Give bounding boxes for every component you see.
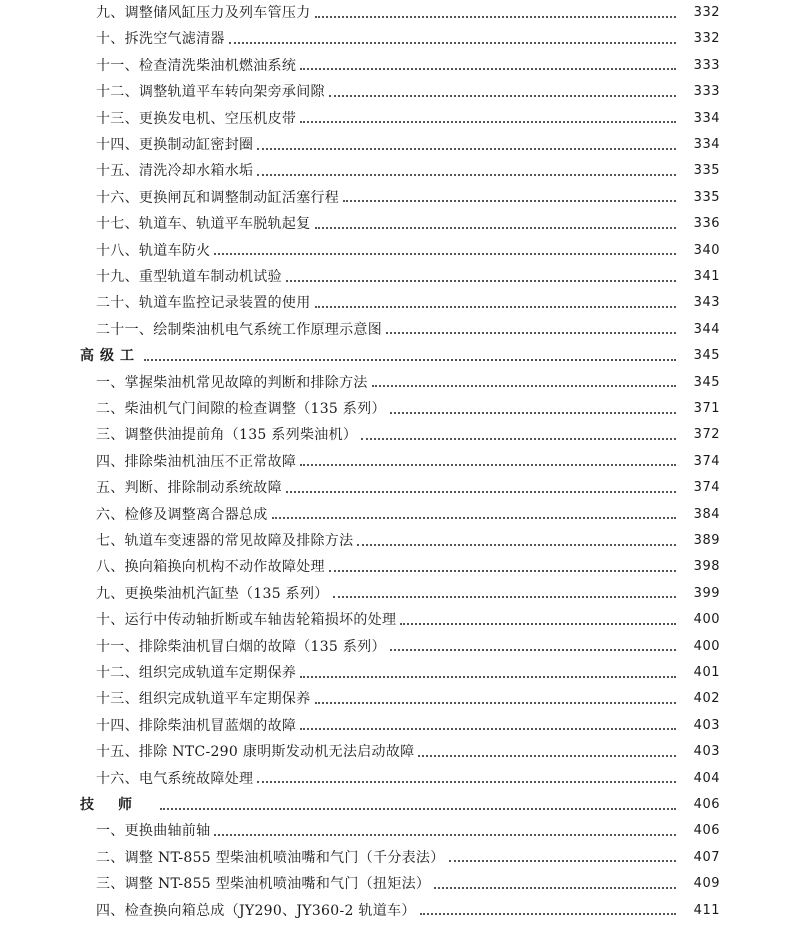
toc-entry-row[interactable]	[0, 739, 800, 765]
toc-entry-title: 十六、更换闸瓦和调整制动缸活塞行程	[96, 189, 340, 206]
dot-leader	[286, 279, 676, 282]
toc-entry-title: 四、排除柴油机油压不正常故障	[96, 453, 297, 470]
toc-page-number: 400	[693, 612, 720, 628]
toc-page-number: 411	[693, 902, 720, 918]
dot-leader	[160, 807, 676, 810]
dot-leader	[214, 252, 676, 255]
dot-leader	[300, 463, 676, 466]
toc-entry-row[interactable]	[0, 317, 800, 343]
dot-leader	[315, 15, 677, 18]
toc-entry-title: 十五、排除 NTC-290 康明斯发动机无法启动故障	[96, 744, 415, 761]
toc-entry-row[interactable]	[0, 396, 800, 422]
dot-leader	[449, 859, 676, 862]
dot-leader	[333, 595, 676, 598]
toc-page-number: 400	[693, 638, 720, 654]
toc-page-number: 407	[693, 849, 720, 865]
toc-entry-title: 十八、轨道车防火	[96, 242, 211, 259]
toc-page-number: 332	[693, 5, 720, 20]
toc-page-number: 406	[693, 797, 720, 812]
toc-page-number: 343	[693, 295, 720, 311]
toc-entry-title: 九、更换柴油机汽缸垫（135 系列）	[96, 585, 329, 602]
toc-entry-title: 七、轨道车变速器的常见故障及排除方法	[96, 533, 354, 549]
dot-leader	[329, 569, 676, 572]
toc-entry-row[interactable]	[0, 766, 800, 792]
toc-entry-row[interactable]	[0, 871, 800, 897]
toc-page-number: 401	[693, 665, 720, 680]
toc-entry-row[interactable]	[0, 713, 800, 739]
toc-entry-row[interactable]	[0, 26, 800, 52]
toc-entry-title: 十、拆洗空气滤清器	[96, 31, 225, 48]
toc-entry-row[interactable]	[0, 898, 800, 924]
toc-entry-title: 十六、电气系统故障处理	[96, 770, 254, 787]
dot-leader	[315, 305, 677, 308]
toc-entry-title: 十二、组织完成轨道车定期保养	[96, 665, 297, 681]
toc-entry-title: 四、检查换向箱总成（JY290、JY360-2 轨道车）	[96, 902, 416, 919]
toc-entry-row[interactable]	[0, 528, 800, 554]
toc-entry-row[interactable]	[0, 449, 800, 475]
toc-page-number: 371	[693, 401, 720, 416]
toc-entry-row[interactable]	[0, 502, 800, 528]
toc-page-number: 374	[693, 453, 720, 469]
toc-page-number: 384	[693, 506, 720, 522]
toc-entry-title: 十四、排除柴油机冒蓝烟的故障	[96, 717, 297, 734]
toc-entry-title: 一、更换曲轴前轴	[96, 823, 211, 840]
dot-leader	[390, 648, 676, 651]
toc-page-number: 336	[693, 216, 720, 232]
toc-entry-title: 二十一、绘制柴油机电气系统工作原理示意图	[96, 321, 382, 338]
dot-leader	[286, 490, 676, 493]
dot-leader	[420, 912, 676, 915]
toc-entry-row[interactable]	[0, 607, 800, 633]
dot-leader	[214, 833, 676, 836]
toc-entry-title: 十三、更换发电机、空压机皮带	[96, 110, 297, 127]
dot-leader	[257, 173, 676, 176]
dot-leader	[418, 754, 676, 757]
toc-entry-row[interactable]	[0, 818, 800, 844]
toc-entry-row[interactable]	[0, 53, 800, 79]
toc-entry-title: 十、运行中传动轴折断或车轴齿轮箱损坏的处理	[96, 612, 397, 629]
toc-entry-title: 二、调整 NT-855 型柴油机喷油嘴和气门（千分表法）	[96, 849, 445, 866]
toc-page-number: 341	[693, 269, 720, 284]
dot-leader	[300, 675, 676, 678]
dot-leader	[300, 727, 676, 730]
toc-entry-title: 十五、清洗冷却水箱水垢	[96, 163, 254, 180]
toc-page-number: 409	[693, 876, 720, 892]
toc-entry-title: 六、检修及调整离合器总成	[96, 506, 268, 523]
toc-entry-row[interactable]	[0, 211, 800, 237]
toc-page-number: 335	[693, 189, 720, 205]
toc-entry-title: 二、柴油机气门间隙的检查调整（135 系列）	[96, 401, 386, 417]
toc-section-row[interactable]	[0, 792, 800, 818]
dot-leader	[434, 886, 676, 889]
toc-page-number: 333	[693, 84, 720, 100]
dot-leader	[315, 226, 677, 229]
toc-page-number: 334	[693, 110, 720, 126]
toc-page-number: 335	[693, 163, 720, 179]
dot-leader	[144, 358, 676, 361]
toc-entry-row[interactable]	[0, 238, 800, 264]
dot-leader	[257, 147, 676, 150]
dot-leader	[257, 780, 676, 783]
toc-entry-row[interactable]	[0, 422, 800, 448]
toc-entry-row[interactable]	[0, 106, 800, 132]
toc-page-number: 372	[693, 427, 720, 443]
toc-entry-row[interactable]	[0, 581, 800, 607]
dot-leader	[300, 120, 676, 123]
toc-page-number: 406	[693, 823, 720, 839]
toc-page-number: 403	[693, 744, 720, 760]
toc-entry-row[interactable]	[0, 370, 800, 396]
toc-entry-row[interactable]	[0, 132, 800, 158]
toc-page-number: 332	[693, 31, 720, 47]
dot-leader	[357, 543, 676, 546]
toc-entry-title: 十三、组织完成轨道平车定期保养	[96, 691, 311, 708]
toc-entry-title: 五、判断、排除制动系统故障	[96, 480, 282, 497]
toc-entry-row[interactable]	[0, 845, 800, 871]
dot-leader	[272, 516, 676, 519]
toc-page-number: 403	[693, 717, 720, 733]
toc-page-number: 389	[693, 533, 720, 548]
toc-section-title: 技师	[80, 797, 156, 813]
toc-entry-title: 十一、检查清洗柴油机燃油系统	[96, 57, 297, 74]
toc-entry-row[interactable]	[0, 79, 800, 105]
toc-page-number: 404	[693, 770, 720, 786]
toc-entry-title: 十一、排除柴油机冒白烟的故障（135 系列）	[96, 638, 386, 655]
toc-page-number: 345	[693, 374, 720, 390]
toc-entry-row[interactable]	[0, 660, 800, 686]
dot-leader	[343, 199, 676, 202]
dot-leader	[372, 384, 676, 387]
toc-entry-row[interactable]	[0, 634, 800, 660]
toc-entry-row[interactable]	[0, 686, 800, 712]
toc-entry-title: 十二、调整轨道平车转向架旁承间隙	[96, 84, 325, 101]
toc-section-row[interactable]	[0, 343, 800, 369]
toc-page-number: 345	[693, 348, 720, 364]
toc-entry-row[interactable]	[0, 554, 800, 580]
toc-entry-row[interactable]	[0, 264, 800, 290]
toc-entry-title: 九、调整储风缸压力及列车管压力	[96, 5, 311, 21]
toc-section-title: 高级工	[80, 348, 140, 365]
toc-entry-title: 八、换向箱换向机构不动作故障处理	[96, 559, 325, 576]
toc-page-number: 374	[693, 480, 720, 496]
toc-page-number: 334	[693, 137, 720, 152]
toc-page-number: 333	[693, 57, 720, 73]
toc-entry-row[interactable]	[0, 475, 800, 501]
dot-leader	[300, 67, 676, 70]
toc-page-number: 402	[693, 691, 720, 707]
toc-page-number: 340	[693, 242, 720, 258]
toc-page-number: 398	[693, 559, 720, 575]
toc-entry-title: 十四、更换制动缸密封圈	[96, 137, 254, 153]
toc-page-number: 399	[693, 585, 720, 601]
toc-entry-title: 十七、轨道车、轨道平车脱轨起复	[96, 216, 311, 233]
toc-entry-row[interactable]	[0, 185, 800, 211]
toc-entry-title: 一、掌握柴油机常见故障的判断和排除方法	[96, 374, 368, 391]
dot-leader	[329, 94, 676, 97]
toc-page-number: 344	[693, 321, 720, 337]
toc-entry-row[interactable]	[0, 0, 800, 26]
dot-leader	[400, 622, 676, 625]
dot-leader	[386, 331, 676, 334]
toc-entry-row[interactable]	[0, 158, 800, 184]
toc-entry-title: 十九、重型轨道车制动机试验	[96, 269, 282, 285]
dot-leader	[390, 411, 676, 414]
dot-leader	[315, 701, 677, 704]
toc-entry-title: 三、调整 NT-855 型柴油机喷油嘴和气门（扭矩法）	[96, 876, 431, 893]
toc-entry-title: 二十、轨道车监控记录装置的使用	[96, 295, 311, 312]
dot-leader	[229, 41, 676, 44]
dot-leader	[361, 437, 676, 440]
toc-entry-title: 三、调整供油提前角（135 系列柴油机）	[96, 427, 358, 444]
toc-entry-row[interactable]	[0, 290, 800, 316]
